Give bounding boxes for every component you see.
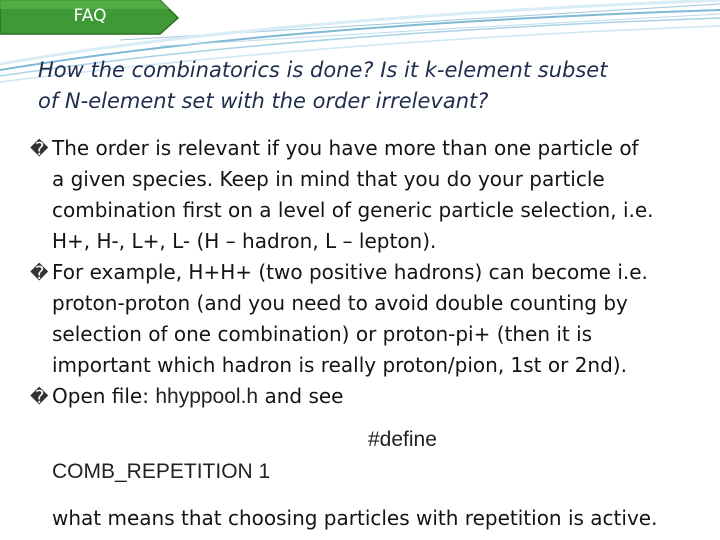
bullet-item — [30, 257, 690, 381]
page-title — [38, 55, 678, 117]
title-line: How the combinatorics is done? Is it k-element subset — [38, 58, 608, 82]
slide-body — [30, 133, 690, 412]
bullet-line: selection of one combination) or proton-pi+ (then it is — [52, 322, 593, 346]
bullet-line: combination first on a level of generic particle selection, i.e. — [52, 198, 654, 222]
footer-text: what means that choosing particles with repetition is active. — [52, 506, 658, 530]
code-macro: COMB_REPETITION 1 — [52, 460, 271, 483]
bullet-item — [30, 381, 690, 412]
file-name: hhyppool.h — [155, 385, 259, 408]
bullet-text: Open file: — [52, 384, 156, 408]
bullet-text: and see — [258, 384, 344, 408]
bullet-line: H+, H-, L+, L- (H – hadron, L – lepton). — [52, 229, 437, 253]
faq-tab-label: FAQ — [73, 6, 107, 26]
bullet-line: For example, H+H+ (two positive hadrons) can become i.e. — [52, 260, 648, 284]
bullet-marker-icon: � — [30, 387, 49, 408]
bullet-marker-icon: � — [30, 139, 49, 160]
bullet-marker-icon: � — [30, 263, 49, 284]
code-define: #define — [368, 428, 437, 451]
bullet-line: important which hadron is really proton/pion, 1st or 2nd). — [52, 353, 627, 377]
bullet-line: proton-proton (and you need to avoid double counting by — [52, 291, 628, 315]
bullet-item — [30, 133, 690, 257]
bullet-line: a given species. Keep in mind that you do your particle — [52, 167, 605, 191]
bullet-line: The order is relevant if you have more than one particle of — [52, 136, 639, 160]
title-line: of N-element set with the order irrelevant? — [38, 89, 489, 113]
